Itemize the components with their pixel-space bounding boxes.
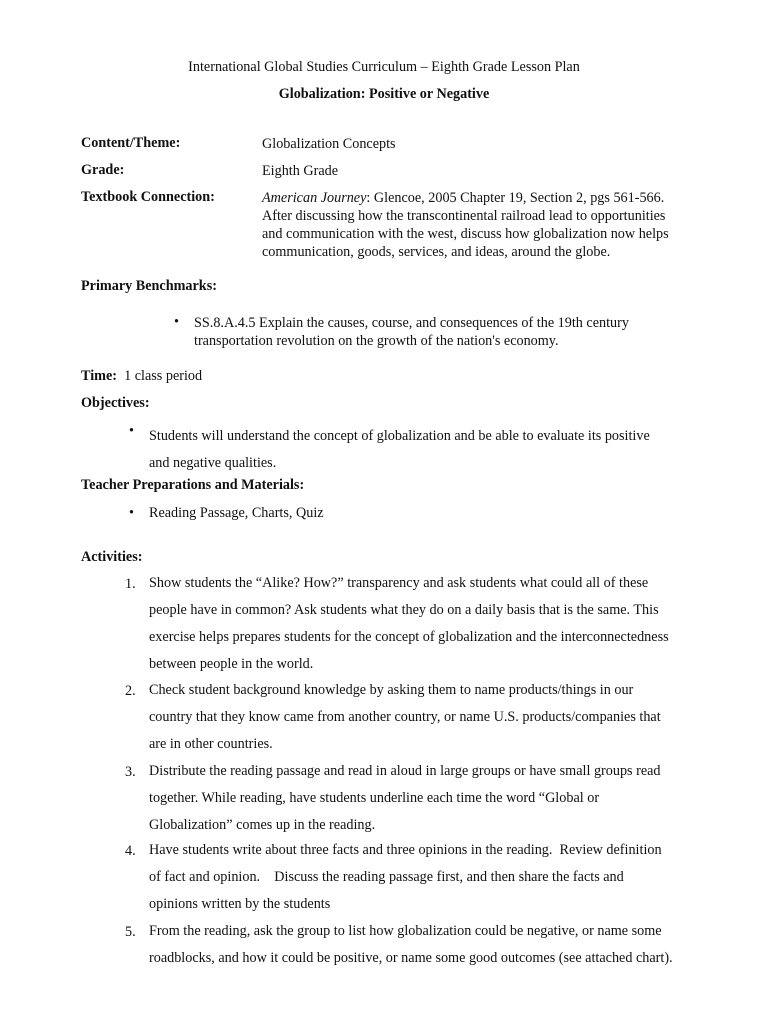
activity-number: 3. [125, 764, 136, 780]
time-label: Time: [81, 368, 117, 384]
bullet-icon: • [129, 423, 134, 439]
activity-number: 5. [125, 924, 136, 940]
activity-line: people have in common? Ask students what they do on a daily basis that is the same. This [149, 602, 659, 618]
curriculum-header: International Global Studies Curriculum – Eighth Grade Lesson Plan [188, 59, 580, 75]
activity-number: 4. [125, 843, 136, 859]
activity-number: 1. [125, 576, 136, 592]
activity-line: Check student background knowledge by asking them to name products/things in our [149, 682, 634, 698]
grade-label: Grade: [81, 162, 125, 178]
textbook-line: communication, goods, services, and ideas, around the globe. [262, 244, 611, 260]
activity-line: together. While reading, have students underline each time the word “Global or [149, 790, 600, 806]
textbook-citation: : Glencoe, 2005 Chapter 19, Section 2, pgs 561-566. [366, 190, 665, 206]
activity-item [149, 918, 673, 972]
textbook-line-1 [262, 189, 669, 207]
activity-line: of fact and opinion. Discuss the reading passage first, and then share the facts and [149, 869, 624, 885]
material-item: Reading Passage, Charts, Quiz [149, 505, 324, 521]
objective-item [149, 423, 650, 477]
activity-item [149, 570, 669, 678]
activity-line: Have students write about three facts and three opinions in the reading. Review definition [149, 842, 662, 858]
bullet-icon: • [129, 505, 134, 521]
activities-heading: Activities: [81, 549, 143, 565]
activity-line: opinions written by the students [149, 896, 331, 912]
activity-line: Distribute the reading passage and read in aloud in large groups or have small groups read [149, 763, 661, 779]
benchmark-line: transportation revolution on the growth of the nation's economy. [194, 333, 559, 349]
activity-line: roadblocks, and how it could be positive, or name some good outcomes (see attached chart). [149, 950, 673, 966]
activity-line: From the reading, ask the group to list how globalization could be negative, or name some [149, 923, 662, 939]
content-theme-value: Globalization Concepts [262, 136, 396, 152]
activity-item [149, 677, 661, 758]
activity-line: country that they know came from another country, or name U.S. products/companies that [149, 709, 661, 725]
time-value: 1 class period [117, 368, 203, 384]
materials-heading: Teacher Preparations and Materials: [81, 477, 305, 493]
content-theme-label: Content/Theme: [81, 135, 181, 151]
textbook-connection-value [262, 189, 669, 261]
activity-line: Show students the “Alike? How?” transparency and ask students what could all of these [149, 575, 649, 591]
benchmark-item [194, 314, 629, 350]
activity-item [149, 837, 662, 918]
benchmarks-heading: Primary Benchmarks: [81, 278, 217, 294]
bullet-icon: • [174, 314, 179, 330]
objective-line: and negative qualities. [149, 455, 277, 471]
textbook-line: After discussing how the transcontinental railroad lead to opportunities [262, 208, 666, 224]
activity-item [149, 758, 661, 839]
grade-value: Eighth Grade [262, 163, 339, 179]
time-row [81, 368, 202, 385]
textbook-connection-label: Textbook Connection: [81, 189, 215, 205]
textbook-line: and communication with the west, discuss how globalization now helps [262, 226, 669, 242]
activity-line: Globalization” comes up in the reading. [149, 817, 376, 833]
activity-line: are in other countries. [149, 736, 273, 752]
benchmark-line: SS.8.A.4.5 Explain the causes, course, and consequences of the 19th century [194, 315, 629, 331]
activity-number: 2. [125, 683, 136, 699]
textbook-title: American Journey [262, 190, 367, 206]
lesson-title: Globalization: Positive or Negative [278, 86, 490, 102]
activity-line: between people in the world. [149, 656, 314, 672]
objectives-heading: Objectives: [81, 395, 150, 411]
objective-line: Students will understand the concept of globalization and be able to evaluate its positive [149, 428, 650, 444]
activity-line: exercise helps prepares students for the concept of globalization and the interconnectedness [149, 629, 669, 645]
